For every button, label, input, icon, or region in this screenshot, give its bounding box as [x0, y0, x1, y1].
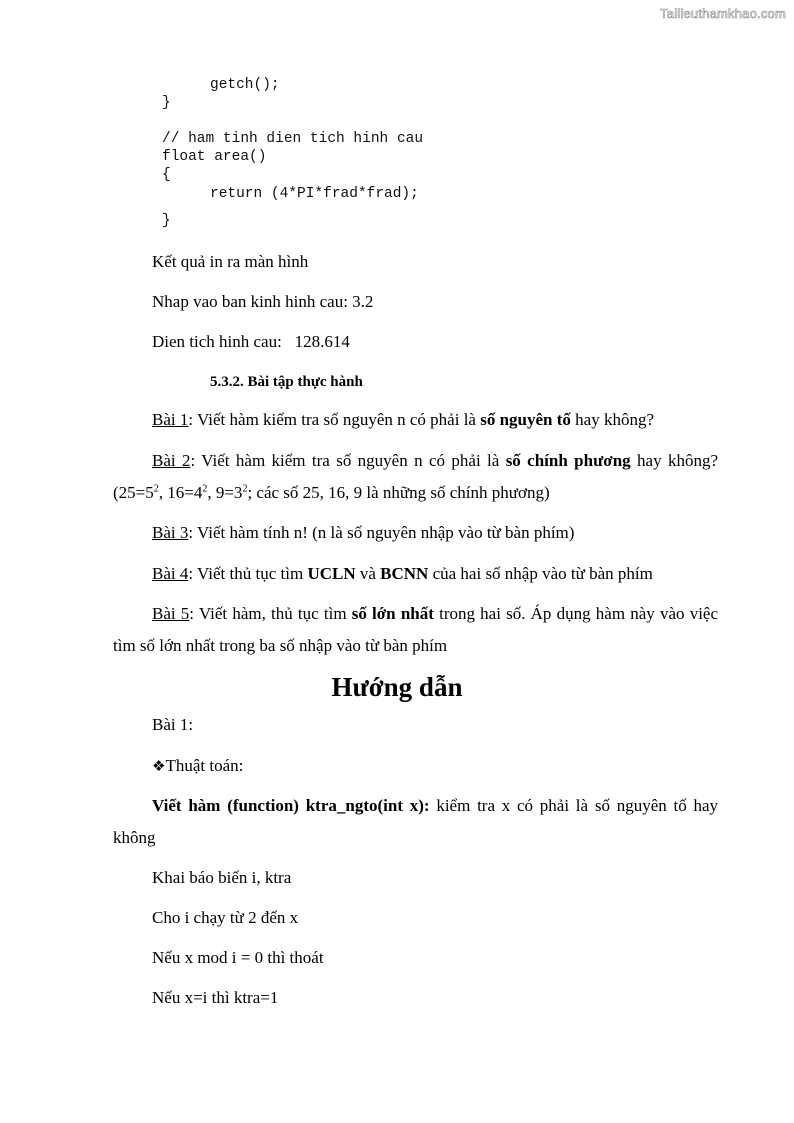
exercise-5 — [113, 598, 718, 662]
exercise-2 — [113, 445, 718, 509]
guide-title: Hướng dẫn — [331, 672, 463, 702]
exercise-text: , 9=3 — [207, 483, 243, 502]
section-heading: 5.3.2. Bài tập thực hành — [210, 374, 363, 390]
code-block — [0, 0, 424, 229]
exercise-label: Bài 4 — [152, 564, 189, 583]
exercise-text: trong hai số. Áp dụng hàm này vào việc tìm số lớn nhất trong ba số nhập vào từ bàn phím — [113, 604, 719, 655]
superscript: 2 — [242, 483, 248, 495]
exercise-text: , 16=4 — [158, 483, 203, 502]
code-line: getch(); — [210, 77, 280, 93]
exercise-text: của hai số nhập vào từ bàn phím — [428, 564, 653, 583]
algorithm-step: Nếu x mod i = 0 thì thoát — [152, 948, 324, 967]
function-signature: Viết hàm (function) ktra_ngto(int x): — [152, 796, 430, 815]
code-line: // ham tinh dien tich hinh cau — [162, 131, 424, 147]
exercise-bold: BCNN — [380, 564, 429, 583]
exercise-text: hay không? (25=5 — [113, 451, 719, 502]
code-line: { — [162, 167, 171, 183]
exercise-4 — [113, 558, 718, 590]
exercise-label: Bài 5 — [152, 604, 190, 623]
superscript: 2 — [153, 483, 159, 495]
exercise-label: Bài 1 — [152, 410, 189, 429]
exercise-text: : Viết hàm kiểm tra số nguyên n có phải là — [188, 410, 481, 429]
code-line: } — [162, 95, 171, 111]
exercise-bold: UCLN — [307, 564, 356, 583]
exercise-label: Bài 2 — [152, 451, 191, 470]
algorithm-label — [152, 756, 243, 776]
exercise-text: hay không? — [570, 410, 654, 429]
guide-bai1: Bài 1: — [152, 715, 194, 734]
algorithm-text: Thuật toán: — [165, 756, 244, 775]
superscript: 2 — [202, 483, 208, 495]
algorithm-step: Nếu x=i thì ktra=1 — [152, 988, 279, 1007]
code-line: } — [162, 213, 171, 229]
output-line: Nhap vao ban kinh hinh cau: 3.2 — [152, 292, 374, 311]
algorithm-step: Khai báo biến i, ktra — [152, 868, 292, 887]
output-title: Kết quả in ra màn hình — [152, 252, 309, 271]
code-line: float area() — [162, 149, 267, 165]
exercise-bold: số lớn nhất — [351, 604, 434, 623]
exercise-3 — [113, 517, 718, 549]
output-line: Dien tich hinh cau: 128.614 — [152, 332, 350, 351]
exercise-label: Bài 3 — [152, 523, 189, 542]
watermark: Tailieuthamkhao.com — [660, 6, 786, 21]
function-text: kiểm tra x có phải là số nguyên tố hay không — [113, 796, 719, 847]
exercise-bold: số chính phương — [505, 451, 631, 470]
exercise-text: và — [355, 564, 381, 583]
code-line: return (4*PI*frad*frad); — [210, 186, 419, 202]
exercise-text: : Viết thủ tục tìm — [188, 564, 308, 583]
exercise-text: ; các số 25, 16, 9 là những số chính phương) — [247, 483, 550, 502]
exercise-text: : Viết hàm kiểm tra số nguyên n có phải là — [190, 451, 506, 470]
function-description — [113, 790, 718, 854]
diamond-bullet-icon: ❖ — [152, 757, 166, 775]
exercise-text: : Viết hàm tính n! (n là số nguyên nhập vào từ bàn phím) — [188, 523, 575, 542]
exercise-bold: số nguyên tố — [480, 410, 571, 429]
algorithm-step: Cho i chạy từ 2 đến x — [152, 908, 299, 927]
exercise-text: : Viết hàm, thủ tục tìm — [189, 604, 352, 623]
exercise-1 — [113, 404, 718, 436]
